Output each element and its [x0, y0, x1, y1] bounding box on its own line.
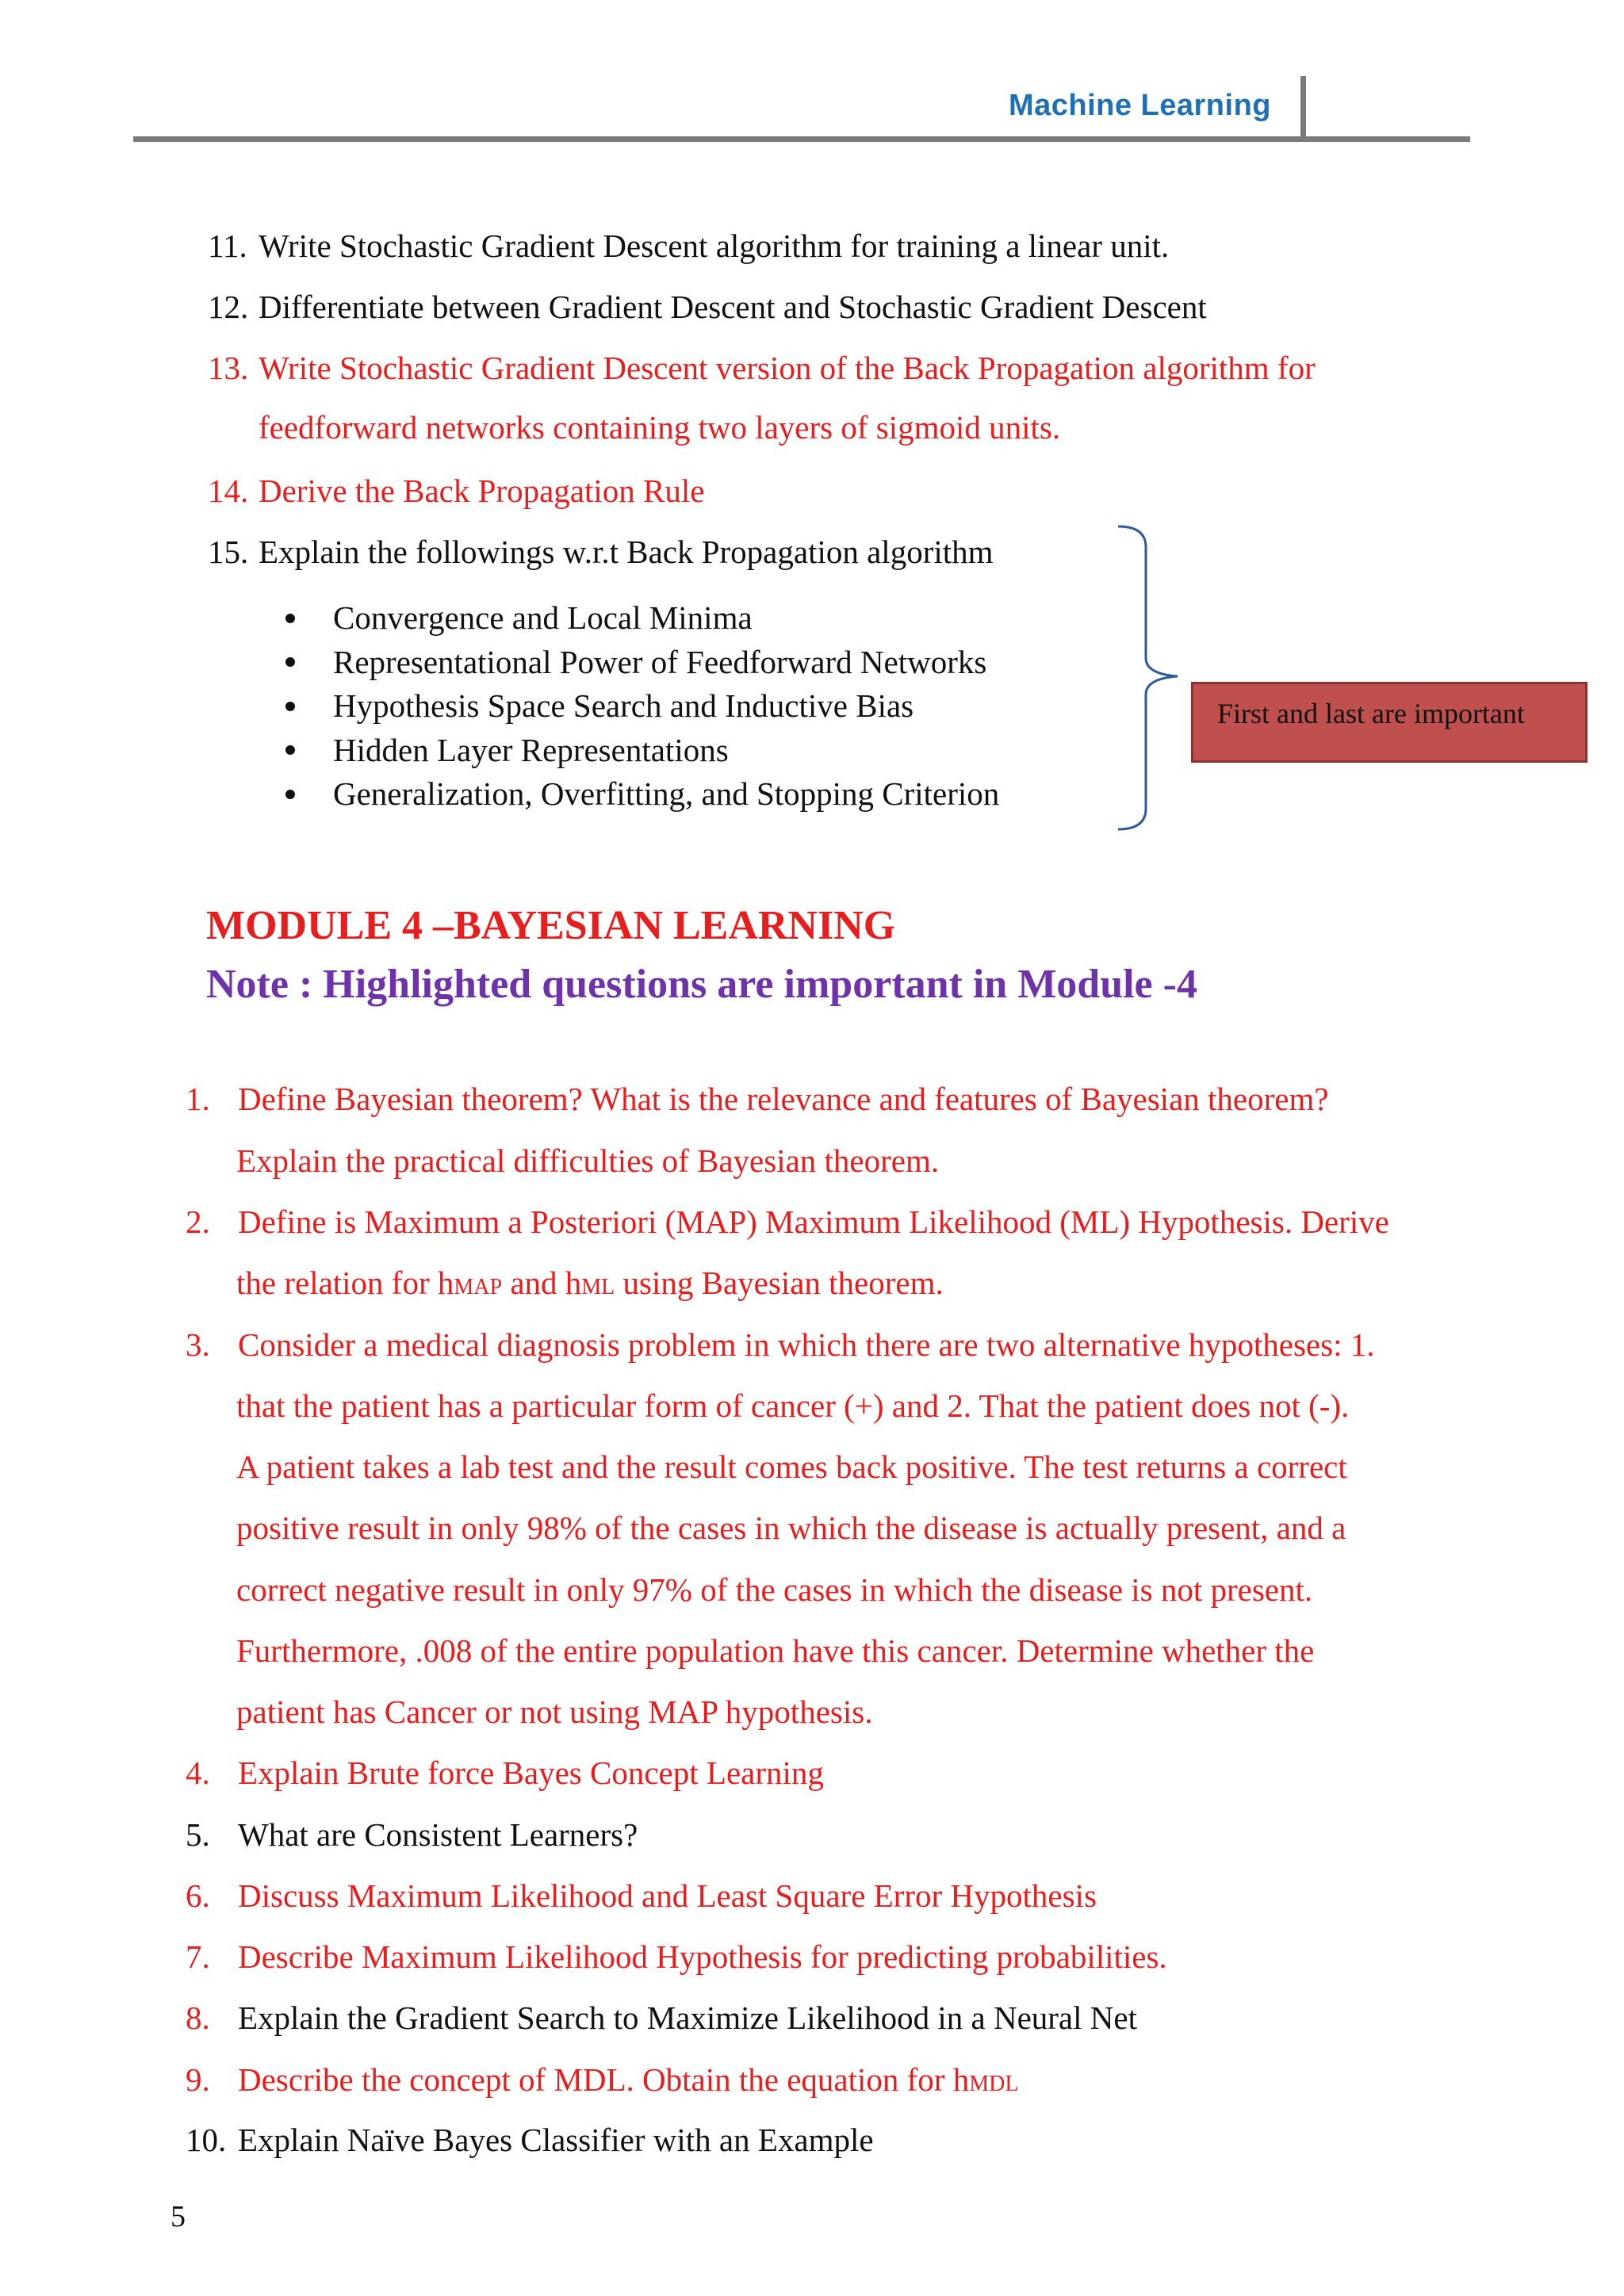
- callout-box: First and last are important: [1191, 682, 1588, 763]
- bullet-dot-icon: [285, 790, 295, 799]
- question-5: 5. What are Consistent Learners?: [186, 1816, 638, 1853]
- question-1-line-2: Explain the practical difficulties of Bayesian theorem.: [236, 1142, 940, 1179]
- question-3-line-6: Furthermore, .008 of the entire population have this cancer. Determine whether the: [236, 1632, 1315, 1669]
- module-title: MODULE 4 –BAYESIAN LEARNING: [206, 903, 896, 948]
- page-number: 5: [170, 2200, 186, 2233]
- header-rule: [133, 136, 1470, 142]
- bullet-list: [285, 596, 999, 817]
- bullet-dot-icon: [285, 614, 295, 623]
- question-3-line-3: A patient takes a lab test and the result comes back positive. The test returns a correct: [236, 1448, 1347, 1485]
- question-11: 11. Write Stochastic Gradient Descent algorithm for training a linear unit.: [208, 228, 1170, 264]
- question-13: 13. Write Stochastic Gradient Descent version of the Back Propagation algorithm for: [208, 350, 1316, 386]
- question-3-line-4: positive result in only 98% of the cases in which the disease is actually present, and a: [236, 1510, 1346, 1546]
- bullet-dot-icon: [285, 702, 295, 711]
- question-2: 2. Define is Maximum a Posteriori (MAP) Maximum Likelihood (ML) Hypothesis. Derive: [186, 1203, 1389, 1240]
- question-3: 3. Consider a medical diagnosis problem in which there are two alternative hypotheses: 1.: [186, 1326, 1375, 1363]
- question-8: 8. Explain the Gradient Search to Maximize Likelihood in a Neural Net: [186, 1999, 1137, 2036]
- question-13-line-2: feedforward networks containing two layers of sigmoid units.: [259, 409, 1061, 446]
- question-2-line-2: the relation for hMAP and hML using Bayesian theorem.: [236, 1265, 944, 1301]
- curly-brace-icon: [1110, 523, 1189, 832]
- question-7: 7. Describe Maximum Likelihood Hypothesis for predicting probabilities.: [186, 1938, 1167, 1975]
- question-3-line-7: patient has Cancer or not using MAP hypothesis.: [236, 1693, 873, 1730]
- question-12: 12. Differentiate between Gradient Descent and Stochastic Gradient Descent: [208, 289, 1207, 325]
- question-6: 6. Discuss Maximum Likelihood and Least Square Error Hypothesis: [186, 1877, 1097, 1914]
- question-4: 4. Explain Brute force Bayes Concept Learning: [186, 1755, 824, 1791]
- bullet-dot-icon: [285, 657, 295, 667]
- running-header-title: Machine Learning: [1008, 89, 1271, 122]
- bullet-dot-icon: [285, 745, 295, 755]
- question-3-line-5: correct negative result in only 97% of the cases in which the disease is not present.: [236, 1571, 1313, 1608]
- bullet-item: Hidden Layer Representations: [285, 729, 999, 773]
- question-1: 1. Define Bayesian theorem? What is the relevance and features of Bayesian theorem?: [186, 1081, 1329, 1117]
- header-divider-vertical: [1300, 76, 1306, 140]
- bullet-item: Generalization, Overfitting, and Stopping Criterion: [285, 772, 999, 817]
- question-14: 14. Derive the Back Propagation Rule: [208, 473, 705, 509]
- module-note: Note : Highlighted questions are important in Module -4: [206, 962, 1197, 1007]
- question-10: 10. Explain Naïve Bayes Classifier with an Example: [186, 2122, 874, 2158]
- bullet-item: Convergence and Local Minima: [285, 596, 999, 641]
- question-3-line-2: that the patient has a particular form of cancer (+) and 2. That the patient does not (-).: [236, 1387, 1350, 1424]
- bullet-item: Hypothesis Space Search and Inductive Bias: [285, 684, 999, 729]
- question-9: 9. Describe the concept of MDL. Obtain the equation for hMDL: [186, 2061, 1019, 2098]
- bullet-item: Representational Power of Feedforward Networks: [285, 641, 999, 685]
- question-15: 15. Explain the followings w.r.t Back Propagation algorithm: [208, 534, 994, 570]
